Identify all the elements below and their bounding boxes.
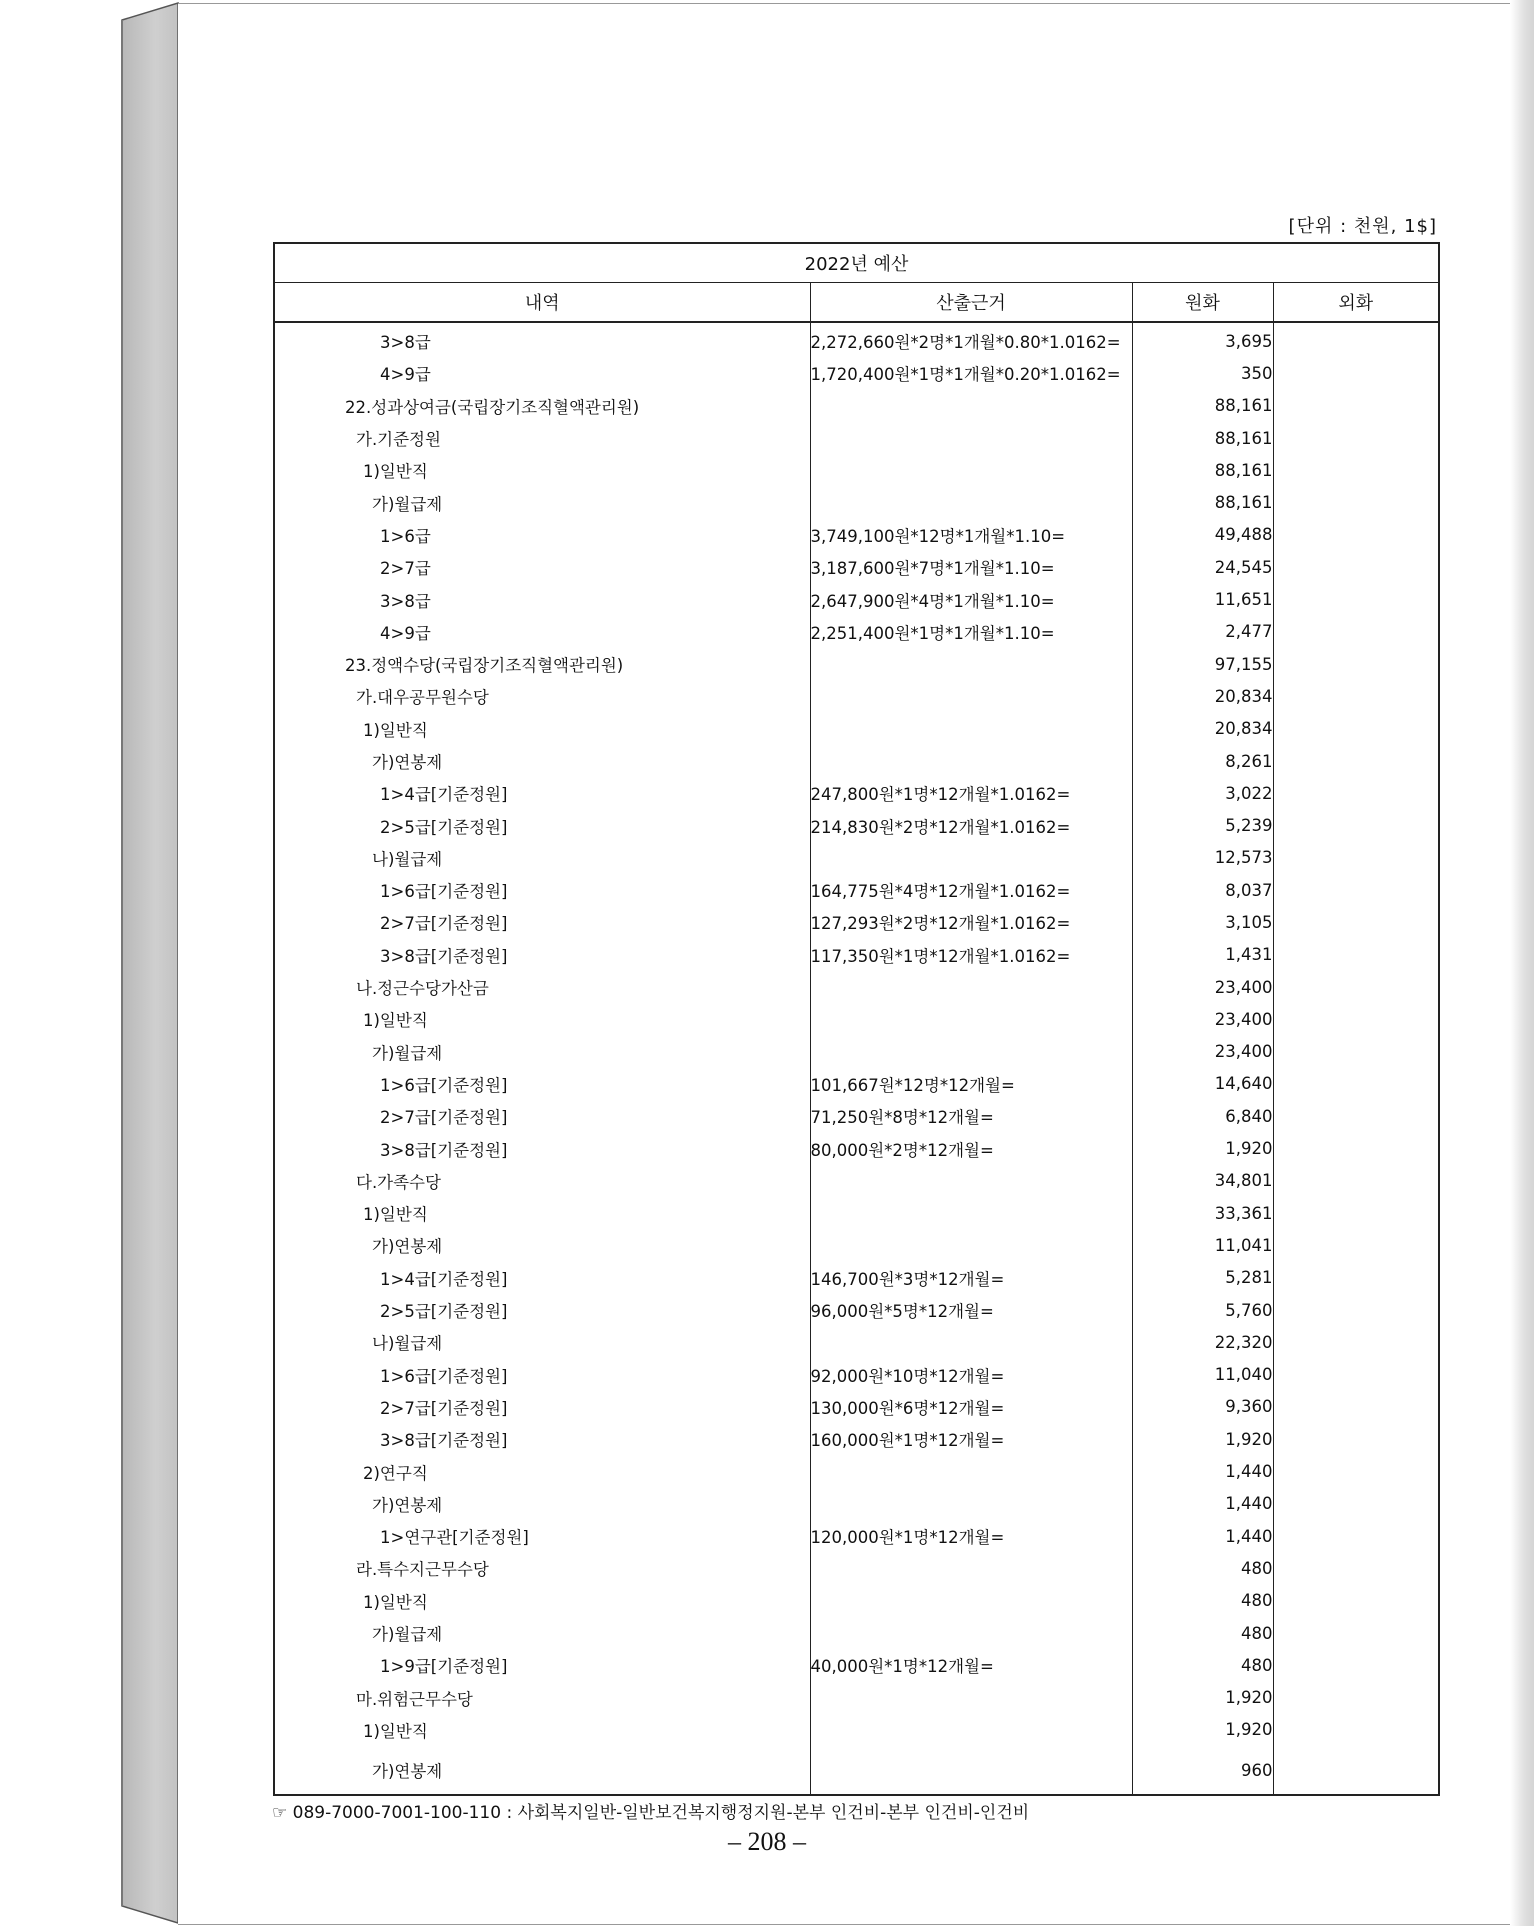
- table-row: [274, 1359, 1439, 1391]
- row-won-cell: 23,400: [1132, 1036, 1273, 1068]
- row-item-cell: 나)월급제: [274, 1326, 810, 1358]
- table-row: [274, 874, 1439, 906]
- row-won-cell: 8,261: [1132, 745, 1273, 777]
- table-row: [274, 939, 1439, 971]
- table-row: [274, 906, 1439, 938]
- row-basis-cell: [810, 680, 1132, 712]
- row-item-cell: 2>7급[기준정원]: [274, 906, 810, 938]
- table-row: [274, 1423, 1439, 1455]
- row-item-cell: 1)일반직: [274, 1197, 810, 1229]
- row-won-cell: 88,161: [1132, 454, 1273, 486]
- row-foreign-cell: [1273, 1681, 1439, 1713]
- row-foreign-cell: [1273, 1197, 1439, 1229]
- table-row: [274, 648, 1439, 680]
- row-item-cell: 3>8급[기준정원]: [274, 1132, 810, 1164]
- table-row: [274, 1455, 1439, 1487]
- row-basis-cell: 120,000원*1명*12개월=: [810, 1520, 1132, 1552]
- row-foreign-cell: [1273, 1036, 1439, 1068]
- row-won-cell: 23,400: [1132, 1003, 1273, 1035]
- row-item-cell: 2)연구직: [274, 1455, 810, 1487]
- row-item-cell: 4>9급: [274, 357, 810, 389]
- row-foreign-cell: [1273, 1617, 1439, 1649]
- row-won-cell: 3,695: [1132, 322, 1273, 357]
- row-foreign-cell: [1273, 551, 1439, 583]
- row-foreign-cell: [1273, 519, 1439, 551]
- row-foreign-cell: [1273, 322, 1439, 357]
- row-foreign-cell: [1273, 1262, 1439, 1294]
- row-won-cell: 1,440: [1132, 1488, 1273, 1520]
- row-item-cell: 3>8급[기준정원]: [274, 939, 810, 971]
- row-item-cell: 1>6급: [274, 519, 810, 551]
- row-item-cell: 2>5급[기준정원]: [274, 809, 810, 841]
- row-foreign-cell: [1273, 583, 1439, 615]
- row-won-cell: 2,477: [1132, 616, 1273, 648]
- row-foreign-cell: [1273, 1294, 1439, 1326]
- row-item-cell: 1)일반직: [274, 1003, 810, 1035]
- table-row: [274, 1036, 1439, 1068]
- row-foreign-cell: [1273, 809, 1439, 841]
- table-row: [274, 777, 1439, 809]
- column-header-basis: 산출근거: [810, 283, 1132, 323]
- row-won-cell: 97,155: [1132, 648, 1273, 680]
- row-basis-cell: [810, 1488, 1132, 1520]
- row-item-cell: 가)연봉제: [274, 745, 810, 777]
- row-foreign-cell: [1273, 422, 1439, 454]
- row-won-cell: 8,037: [1132, 874, 1273, 906]
- row-item-cell: 가.대우공무원수당: [274, 680, 810, 712]
- row-won-cell: 33,361: [1132, 1197, 1273, 1229]
- row-item-cell: 23.정액수당(국립장기조직혈액관리원): [274, 648, 810, 680]
- row-basis-cell: 146,700원*3명*12개월=: [810, 1262, 1132, 1294]
- row-basis-cell: [810, 1036, 1132, 1068]
- table-row: [274, 454, 1439, 486]
- table-row: [274, 842, 1439, 874]
- row-basis-cell: [810, 745, 1132, 777]
- row-won-cell: 960: [1132, 1746, 1273, 1795]
- row-foreign-cell: [1273, 1455, 1439, 1487]
- budget-table: [273, 242, 1440, 1796]
- row-item-cell: 1)일반직: [274, 1585, 810, 1617]
- row-won-cell: 3,022: [1132, 777, 1273, 809]
- table-row: [274, 1068, 1439, 1100]
- row-basis-cell: [810, 390, 1132, 422]
- table-row: [274, 486, 1439, 518]
- row-foreign-cell: [1273, 680, 1439, 712]
- row-basis-cell: 3,749,100원*12명*1개월*1.10=: [810, 519, 1132, 551]
- table-row: [274, 1197, 1439, 1229]
- row-item-cell: 1>연구관[기준정원]: [274, 1520, 810, 1552]
- row-won-cell: 1,440: [1132, 1520, 1273, 1552]
- row-foreign-cell: [1273, 1585, 1439, 1617]
- row-basis-cell: [810, 1552, 1132, 1584]
- row-item-cell: 라.특수지근무수당: [274, 1552, 810, 1584]
- row-basis-cell: [810, 1585, 1132, 1617]
- row-basis-cell: 80,000원*2명*12개월=: [810, 1132, 1132, 1164]
- row-basis-cell: 101,667원*12명*12개월=: [810, 1068, 1132, 1100]
- table-row: [274, 322, 1439, 357]
- row-basis-cell: [810, 1229, 1132, 1261]
- row-item-cell: 3>8급: [274, 583, 810, 615]
- row-basis-cell: 164,775원*4명*12개월*1.0162=: [810, 874, 1132, 906]
- table-row: [274, 1229, 1439, 1261]
- row-basis-cell: [810, 1197, 1132, 1229]
- row-item-cell: 1>4급[기준정원]: [274, 1262, 810, 1294]
- table-row: [274, 1003, 1439, 1035]
- row-foreign-cell: [1273, 454, 1439, 486]
- row-item-cell: 2>7급[기준정원]: [274, 1100, 810, 1132]
- row-basis-cell: [810, 1617, 1132, 1649]
- row-won-cell: 1,431: [1132, 939, 1273, 971]
- row-foreign-cell: [1273, 842, 1439, 874]
- table-row: [274, 1552, 1439, 1584]
- row-basis-cell: [810, 1681, 1132, 1713]
- page-number: – 208 –: [728, 1827, 806, 1856]
- row-basis-cell: 40,000원*1명*12개월=: [810, 1649, 1132, 1681]
- table-row: [274, 1262, 1439, 1294]
- row-won-cell: 5,760: [1132, 1294, 1273, 1326]
- column-header-won: 원화: [1132, 283, 1273, 323]
- row-foreign-cell: [1273, 1132, 1439, 1164]
- row-won-cell: 49,488: [1132, 519, 1273, 551]
- row-won-cell: 34,801: [1132, 1165, 1273, 1197]
- row-basis-cell: 71,250원*8명*12개월=: [810, 1100, 1132, 1132]
- row-item-cell: 1>6급[기준정원]: [274, 874, 810, 906]
- row-basis-cell: [810, 1003, 1132, 1035]
- row-basis-cell: 214,830원*2명*12개월*1.0162=: [810, 809, 1132, 841]
- book-spine: [0, 0, 180, 1926]
- row-won-cell: 1,920: [1132, 1423, 1273, 1455]
- row-basis-cell: 127,293원*2명*12개월*1.0162=: [810, 906, 1132, 938]
- row-basis-cell: 2,251,400원*1명*1개월*1.10=: [810, 616, 1132, 648]
- row-foreign-cell: [1273, 1714, 1439, 1746]
- row-item-cell: 가)월급제: [274, 1036, 810, 1068]
- row-won-cell: 1,920: [1132, 1681, 1273, 1713]
- row-foreign-cell: [1273, 486, 1439, 518]
- row-basis-cell: [810, 1714, 1132, 1746]
- row-basis-cell: 130,000원*6명*12개월=: [810, 1391, 1132, 1423]
- row-foreign-cell: [1273, 1068, 1439, 1100]
- row-won-cell: 11,040: [1132, 1359, 1273, 1391]
- table-row: [274, 971, 1439, 1003]
- row-item-cell: 마.위험근무수당: [274, 1681, 810, 1713]
- row-won-cell: 88,161: [1132, 390, 1273, 422]
- table-row: [274, 583, 1439, 615]
- row-basis-cell: 2,647,900원*4명*1개월*1.10=: [810, 583, 1132, 615]
- row-item-cell: 2>5급[기준정원]: [274, 1294, 810, 1326]
- row-item-cell: 나.정근수당가산금: [274, 971, 810, 1003]
- table-row: [274, 519, 1439, 551]
- row-basis-cell: 160,000원*1명*12개월=: [810, 1423, 1132, 1455]
- row-basis-cell: 96,000원*5명*12개월=: [810, 1294, 1132, 1326]
- row-basis-cell: 1,720,400원*1명*1개월*0.20*1.0162=: [810, 357, 1132, 389]
- table-row: [274, 1132, 1439, 1164]
- row-basis-cell: [810, 1746, 1132, 1795]
- row-basis-cell: 247,800원*1명*12개월*1.0162=: [810, 777, 1132, 809]
- row-won-cell: 11,651: [1132, 583, 1273, 615]
- row-foreign-cell: [1273, 1488, 1439, 1520]
- row-won-cell: 480: [1132, 1617, 1273, 1649]
- row-won-cell: 1,440: [1132, 1455, 1273, 1487]
- row-item-cell: 가)연봉제: [274, 1229, 810, 1261]
- row-item-cell: 가)연봉제: [274, 1488, 810, 1520]
- row-item-cell: 1>6급[기준정원]: [274, 1068, 810, 1100]
- row-foreign-cell: [1273, 648, 1439, 680]
- row-won-cell: 480: [1132, 1552, 1273, 1584]
- table-row: [274, 357, 1439, 389]
- unit-label: [단위 : 천원, 1$]: [1288, 216, 1437, 237]
- table-row: [274, 616, 1439, 648]
- row-basis-cell: 2,272,660원*2명*1개월*0.80*1.0162=: [810, 322, 1132, 357]
- row-won-cell: 20,834: [1132, 713, 1273, 745]
- row-basis-cell: [810, 1455, 1132, 1487]
- row-item-cell: 1)일반직: [274, 1714, 810, 1746]
- table-row: [274, 1714, 1439, 1746]
- table-row: [274, 422, 1439, 454]
- row-item-cell: 1>4급[기준정원]: [274, 777, 810, 809]
- row-foreign-cell: [1273, 939, 1439, 971]
- row-foreign-cell: [1273, 906, 1439, 938]
- row-won-cell: 480: [1132, 1585, 1273, 1617]
- row-foreign-cell: [1273, 1003, 1439, 1035]
- row-item-cell: 22.성과상여금(국립장기조직혈액관리원): [274, 390, 810, 422]
- row-foreign-cell: [1273, 1100, 1439, 1132]
- table-row: [274, 1649, 1439, 1681]
- row-won-cell: 350: [1132, 357, 1273, 389]
- row-item-cell: 1>9급[기준정원]: [274, 1649, 810, 1681]
- row-won-cell: 20,834: [1132, 680, 1273, 712]
- row-foreign-cell: [1273, 1359, 1439, 1391]
- row-foreign-cell: [1273, 971, 1439, 1003]
- table-row: [274, 390, 1439, 422]
- row-foreign-cell: [1273, 1746, 1439, 1795]
- table-row: [274, 1617, 1439, 1649]
- row-item-cell: 1>6급[기준정원]: [274, 1359, 810, 1391]
- row-item-cell: 가)연봉제: [274, 1746, 810, 1795]
- table-row: [274, 1585, 1439, 1617]
- row-basis-cell: 92,000원*10명*12개월=: [810, 1359, 1132, 1391]
- row-won-cell: 9,360: [1132, 1391, 1273, 1423]
- table-row: [274, 1488, 1439, 1520]
- row-item-cell: 1)일반직: [274, 713, 810, 745]
- row-item-cell: 가.기준정원: [274, 422, 810, 454]
- row-won-cell: 3,105: [1132, 906, 1273, 938]
- row-foreign-cell: [1273, 616, 1439, 648]
- row-won-cell: 23,400: [1132, 971, 1273, 1003]
- row-foreign-cell: [1273, 1229, 1439, 1261]
- row-won-cell: 11,041: [1132, 1229, 1273, 1261]
- row-basis-cell: [810, 648, 1132, 680]
- row-won-cell: 88,161: [1132, 486, 1273, 518]
- row-won-cell: 88,161: [1132, 422, 1273, 454]
- table-row: [274, 1165, 1439, 1197]
- row-basis-cell: [810, 454, 1132, 486]
- row-foreign-cell: [1273, 390, 1439, 422]
- table-row: [274, 551, 1439, 583]
- row-basis-cell: [810, 971, 1132, 1003]
- row-won-cell: 12,573: [1132, 842, 1273, 874]
- table-row: [274, 1326, 1439, 1358]
- row-item-cell: 가)월급제: [274, 1617, 810, 1649]
- table-row: [274, 1391, 1439, 1423]
- row-basis-cell: [810, 713, 1132, 745]
- row-item-cell: 1)일반직: [274, 454, 810, 486]
- group-header: 2022년 예산: [274, 243, 1439, 283]
- row-won-cell: 1,920: [1132, 1714, 1273, 1746]
- row-foreign-cell: [1273, 713, 1439, 745]
- row-foreign-cell: [1273, 777, 1439, 809]
- account-code-footnote: ☞ 089-7000-7001-100-110 : 사회복지일반-일반보건복지행정지원-본부 인건비-본부 인건비-인건비: [272, 1803, 1030, 1823]
- row-foreign-cell: [1273, 1649, 1439, 1681]
- row-item-cell: 다.가족수당: [274, 1165, 810, 1197]
- row-basis-cell: 3,187,600원*7명*1개월*1.10=: [810, 551, 1132, 583]
- table-row: [274, 1100, 1439, 1132]
- row-item-cell: 나)월급제: [274, 842, 810, 874]
- row-won-cell: 5,281: [1132, 1262, 1273, 1294]
- row-won-cell: 480: [1132, 1649, 1273, 1681]
- row-foreign-cell: [1273, 357, 1439, 389]
- row-item-cell: 3>8급: [274, 322, 810, 357]
- row-item-cell: 가)월급제: [274, 486, 810, 518]
- row-won-cell: 1,920: [1132, 1132, 1273, 1164]
- row-basis-cell: 117,350원*1명*12개월*1.0162=: [810, 939, 1132, 971]
- row-won-cell: 14,640: [1132, 1068, 1273, 1100]
- row-foreign-cell: [1273, 1165, 1439, 1197]
- row-foreign-cell: [1273, 1391, 1439, 1423]
- row-won-cell: 24,545: [1132, 551, 1273, 583]
- row-basis-cell: [810, 422, 1132, 454]
- table-row: [274, 809, 1439, 841]
- row-item-cell: 4>9급: [274, 616, 810, 648]
- column-header-foreign: 외화: [1273, 283, 1439, 323]
- table-row: [274, 1294, 1439, 1326]
- table-row: [274, 1681, 1439, 1713]
- row-foreign-cell: [1273, 745, 1439, 777]
- page-edge-shadow: [1510, 0, 1534, 1926]
- row-foreign-cell: [1273, 1326, 1439, 1358]
- row-basis-cell: [810, 842, 1132, 874]
- row-item-cell: 2>7급[기준정원]: [274, 1391, 810, 1423]
- row-foreign-cell: [1273, 1520, 1439, 1552]
- row-basis-cell: [810, 486, 1132, 518]
- table-row: [274, 713, 1439, 745]
- table-row: [274, 1520, 1439, 1552]
- row-item-cell: 3>8급[기준정원]: [274, 1423, 810, 1455]
- row-foreign-cell: [1273, 1552, 1439, 1584]
- row-basis-cell: [810, 1326, 1132, 1358]
- row-won-cell: 5,239: [1132, 809, 1273, 841]
- row-foreign-cell: [1273, 874, 1439, 906]
- table-row: [274, 680, 1439, 712]
- row-basis-cell: [810, 1165, 1132, 1197]
- column-header-item: 내역: [274, 283, 810, 323]
- row-won-cell: 6,840: [1132, 1100, 1273, 1132]
- row-item-cell: 2>7급: [274, 551, 810, 583]
- table-row: [274, 1746, 1439, 1795]
- row-won-cell: 22,320: [1132, 1326, 1273, 1358]
- table-row: [274, 745, 1439, 777]
- row-foreign-cell: [1273, 1423, 1439, 1455]
